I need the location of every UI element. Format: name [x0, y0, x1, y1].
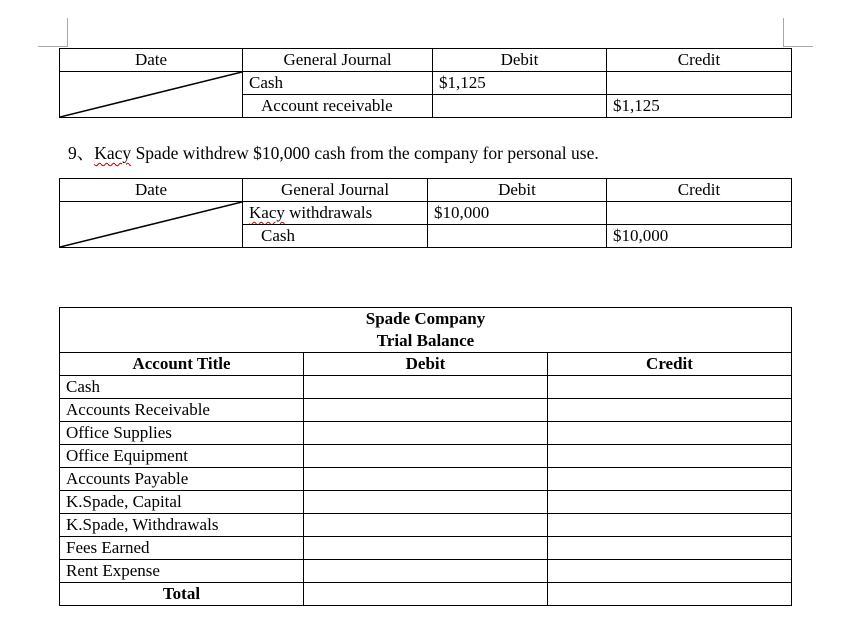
trial-balance-debit-cell — [304, 445, 548, 468]
journal-2-header-row — [60, 179, 792, 202]
spellcheck-word: Kacy — [94, 143, 132, 163]
trial-balance-row — [60, 468, 792, 491]
diagonal-line — [60, 202, 242, 247]
trial-balance-debit-cell — [304, 514, 548, 537]
margin-mark-left-horizontal — [38, 46, 68, 47]
journal-1-header-row — [60, 49, 792, 72]
journal-2-date-header: Date — [60, 179, 243, 202]
trial-balance-debit-cell — [304, 399, 548, 422]
journal-1-row — [60, 72, 792, 95]
journal-2-account-withdrawals — [243, 202, 428, 225]
trial-balance-title: Trial Balance — [60, 330, 792, 353]
journal-1-credit-header: Credit — [607, 49, 792, 72]
journal-1-debit-header: Debit — [433, 49, 607, 72]
spellcheck-word: Kacy — [249, 203, 285, 222]
trial-balance-row — [60, 537, 792, 560]
trial-balance-account: Office Supplies — [60, 422, 304, 445]
journal-2-credit-value: $10,000 — [607, 225, 792, 248]
journal-2-debit-value: $10,000 — [428, 202, 607, 225]
journal-2-credit-value — [607, 202, 792, 225]
account-suffix: withdrawals — [284, 203, 373, 222]
trial-balance-account: Rent Expense — [60, 560, 304, 583]
trial-balance-account: Accounts Payable — [60, 468, 304, 491]
trial-balance-credit-cell — [548, 445, 792, 468]
journal-2-debit-header: Debit — [428, 179, 607, 202]
trial-balance-debit-header: Debit — [304, 353, 548, 376]
trial-balance-credit-cell — [548, 560, 792, 583]
trial-balance-row — [60, 422, 792, 445]
journal-2-row — [60, 202, 792, 225]
journal-table-1 — [59, 48, 792, 118]
trial-balance-account: Fees Earned — [60, 537, 304, 560]
journal-1-account-receivable: Account receivable — [243, 95, 433, 118]
trial-balance-row — [60, 376, 792, 399]
trial-balance-total-debit — [304, 583, 548, 606]
journal-2-date-cell — [60, 202, 243, 248]
trial-balance-debit-cell — [304, 491, 548, 514]
diagonal-line — [60, 72, 242, 117]
margin-mark-right-vertical — [783, 18, 784, 46]
trial-balance-account: K.Spade, Withdrawals — [60, 514, 304, 537]
journal-table-2 — [59, 178, 792, 248]
margin-mark-right-horizontal — [783, 46, 813, 47]
trial-balance-account-header: Account Title — [60, 353, 304, 376]
trial-balance-total-credit — [548, 583, 792, 606]
trial-balance-credit-cell — [548, 399, 792, 422]
journal-1-journal-header: General Journal — [243, 49, 433, 72]
trial-balance-title-row — [60, 330, 792, 353]
question-body: Spade withdrew $10,000 cash from the company for personal use. — [131, 143, 599, 163]
trial-balance-credit-cell — [548, 468, 792, 491]
journal-1-debit-value — [433, 95, 607, 118]
trial-balance-credit-cell — [548, 514, 792, 537]
journal-1-date-header: Date — [60, 49, 243, 72]
journal-1-date-cell — [60, 72, 243, 118]
trial-balance-row — [60, 399, 792, 422]
trial-balance-row — [60, 445, 792, 468]
trial-balance-company: Spade Company — [60, 308, 792, 331]
trial-balance-debit-cell — [304, 422, 548, 445]
trial-balance-total-label: Total — [60, 583, 304, 606]
trial-balance-debit-cell — [304, 468, 548, 491]
journal-2-journal-header: General Journal — [243, 179, 428, 202]
journal-1-credit-value: $1,125 — [607, 95, 792, 118]
margin-mark-left-vertical — [67, 18, 68, 46]
question-number: 9、 — [68, 143, 95, 163]
trial-balance-credit-header: Credit — [548, 353, 792, 376]
trial-balance-account: K.Spade, Capital — [60, 491, 304, 514]
trial-balance-account: Office Equipment — [60, 445, 304, 468]
question-9-text — [68, 140, 599, 165]
trial-balance-account: Cash — [60, 376, 304, 399]
trial-balance-debit-cell — [304, 537, 548, 560]
trial-balance-header-row — [60, 353, 792, 376]
trial-balance-credit-cell — [548, 491, 792, 514]
trial-balance-debit-cell — [304, 376, 548, 399]
trial-balance-table — [59, 307, 792, 606]
trial-balance-row — [60, 491, 792, 514]
trial-balance-credit-cell — [548, 422, 792, 445]
journal-2-credit-header: Credit — [607, 179, 792, 202]
trial-balance-debit-cell — [304, 560, 548, 583]
trial-balance-credit-cell — [548, 537, 792, 560]
trial-balance-account: Accounts Receivable — [60, 399, 304, 422]
journal-1-credit-value — [607, 72, 792, 95]
journal-2-debit-value — [428, 225, 607, 248]
trial-balance-total-row — [60, 583, 792, 606]
trial-balance-company-row — [60, 308, 792, 331]
journal-1-account-cash: Cash — [243, 72, 433, 95]
journal-1-debit-value: $1,125 — [433, 72, 607, 95]
trial-balance-credit-cell — [548, 376, 792, 399]
trial-balance-row — [60, 560, 792, 583]
journal-2-account-cash: Cash — [243, 225, 428, 248]
trial-balance-row — [60, 514, 792, 537]
